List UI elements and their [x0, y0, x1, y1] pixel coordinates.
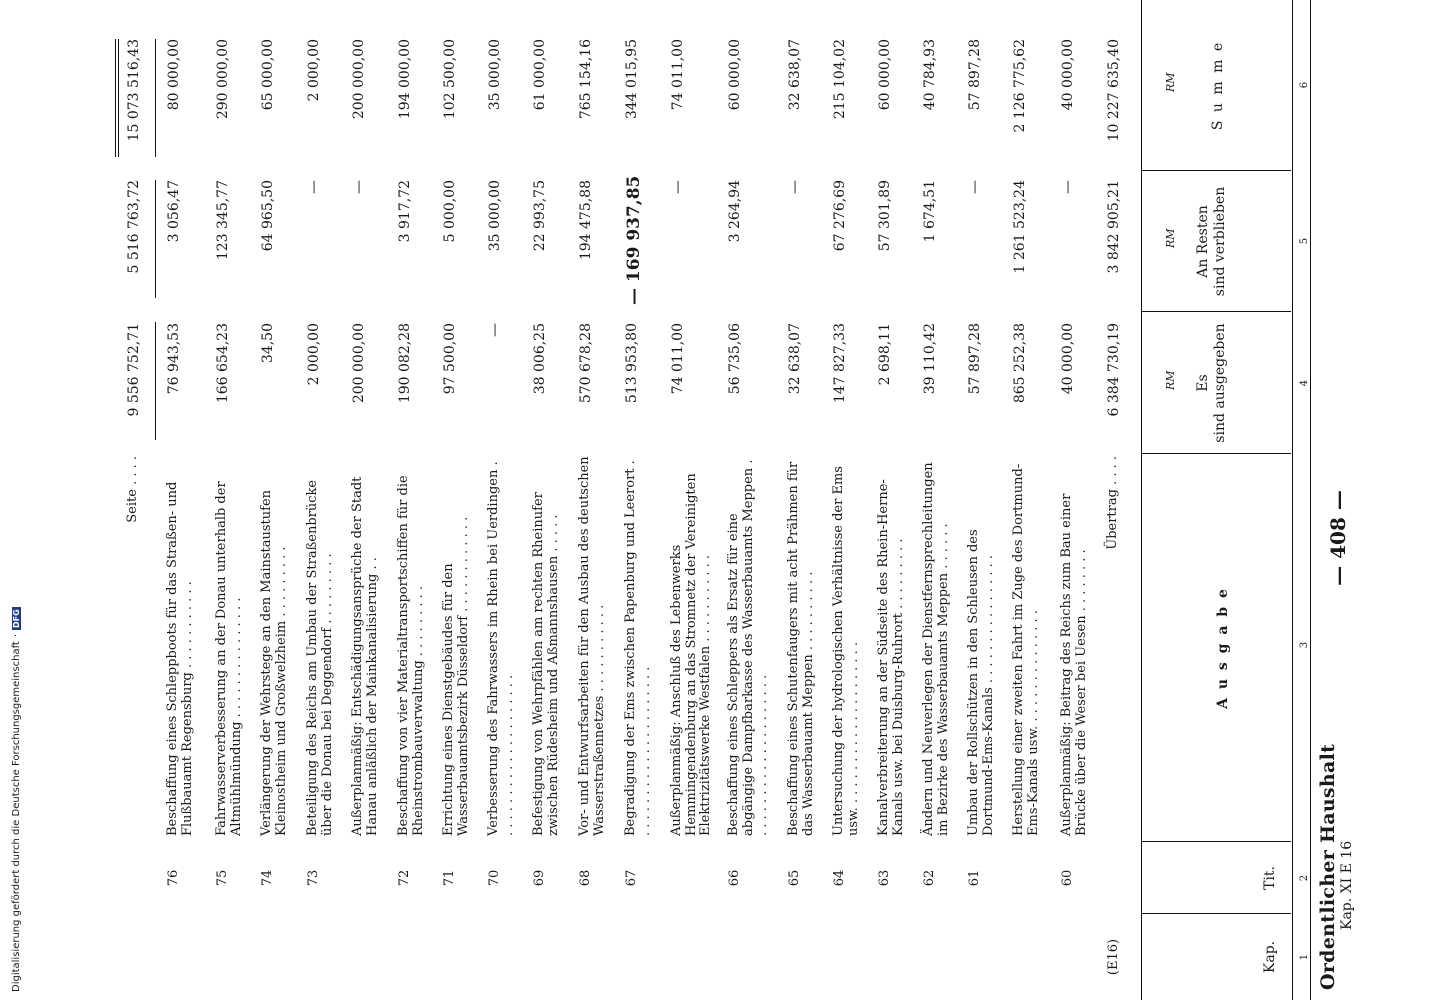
- row-tit: 70: [487, 869, 502, 887]
- row-desc: Außerplanmäßig: Anschluß des Lebenwerks Hemmingendenburg an das Stromnetz der Vereinigten Elektrizitätswerke Westfalen . . . . . . . . . . .: [669, 473, 713, 836]
- colnum-6: 6: [1299, 81, 1310, 89]
- header-kap: Kap.: [1262, 940, 1278, 974]
- row-c5: —: [670, 180, 686, 194]
- row-c4: 39 110,42: [922, 323, 938, 395]
- row-c4: 865 252,38: [1012, 323, 1028, 404]
- row-kap: (E16): [1106, 938, 1121, 976]
- unit-c6: RM: [1164, 72, 1177, 92]
- row-desc: Seite . . . .: [125, 456, 140, 523]
- row-desc: Begradigung der Ems zwischen Papenburg und Leerort . . . . . . . . . . . . . . . . . . . . . .: [623, 460, 653, 836]
- row-c4: 40 000,00: [1060, 323, 1076, 395]
- row-c5: 57 301,89: [877, 180, 893, 252]
- page-number: — 408 —: [1326, 490, 1350, 586]
- row-desc: Umbau der Rollschützen in den Schleusen des Dortmund-Ems-Kanals . . . . . . . . . . . . . . . .: [966, 529, 996, 836]
- row-c4: 513 953,80: [624, 323, 640, 404]
- row-desc: Außerplanmäßig: Beitrag des Reichs zum Bau einer Brücke über die Weser bei Uesen . . . . . . . .: [1059, 493, 1089, 836]
- row-c4: 9 556 752,71: [126, 323, 142, 417]
- row-c4: 166 654,23: [215, 323, 231, 404]
- row-c5: —: [306, 180, 322, 194]
- row-c5: 3 917,72: [397, 180, 413, 243]
- sum-rule: [155, 39, 156, 157]
- row-tit: 66: [727, 869, 742, 887]
- row-desc: Vor- und Entwurfsarbeiten für den Ausbau des deutschen Wasserstraßennetzes . . . . . . . . . . .: [577, 456, 607, 836]
- row-c5: 5 516 763,72: [126, 180, 142, 274]
- row-c6: 200 000,00: [351, 39, 367, 120]
- row-tit: 60: [1060, 869, 1075, 887]
- row-c6: 74 011,00: [670, 39, 686, 111]
- row-c4: 57 897,28: [967, 323, 983, 395]
- row-c5: 1 261 523,24: [1012, 180, 1028, 274]
- row-desc: Kanalverbreiterung an der Südseite des Rhein-Herne-Kanals usw. bei Duisburg-Ruhrort . . . . . . . . .: [876, 479, 906, 836]
- row-tit: 64: [832, 869, 847, 887]
- row-c6: 2 126 775,62: [1012, 39, 1028, 133]
- row-desc: Verlängerung der Wehrstege an den Mainstaustufen Kleinostheim und Großwelzheim . . . . . . . . .: [259, 489, 289, 836]
- header-bottom-rule: [1141, 0, 1142, 1000]
- row-c6: 40 784,93: [922, 39, 938, 111]
- row-c5: —: [787, 180, 803, 194]
- header-c4: Es sind ausgegeben: [1195, 323, 1228, 443]
- row-desc: Ändern und Neuverlegen der Dienstfernsprechleitungen im Bezirke des Wasserbauamts Meppen . . . . . .: [921, 462, 951, 836]
- sum-rule: [155, 180, 156, 298]
- row-tit: 69: [532, 869, 547, 887]
- row-tit: 61: [967, 869, 982, 887]
- row-tit: 73: [306, 869, 321, 887]
- colnum-1: 1: [1299, 953, 1310, 961]
- row-desc: Außerplanmäßig: Entschädigungsansprüche der Stadt Hanau anläßlich der Mainkanalisierung . .: [350, 476, 380, 836]
- row-c6: 215 104,02: [832, 39, 848, 120]
- row-desc: Übertrag . . . .: [1105, 456, 1120, 550]
- row-tit: 63: [877, 869, 892, 887]
- row-c4: 147 827,33: [832, 323, 848, 404]
- row-desc: Errichtung eines Dienstgebäudes für den Wasserbauamtsbezirk Düsseldorf . . . . . . . . . . . .: [441, 516, 471, 836]
- row-c6: 60 000,00: [877, 39, 893, 111]
- row-desc: Beteiligung des Reichs am Umbau der Straßenbrücke über die Donau bei Deggendorf . . . . . . . . .: [305, 479, 335, 836]
- row-c4: 34,50: [260, 323, 276, 364]
- row-c4: 190 082,28: [397, 323, 413, 404]
- funding-note-text: Digitalisierung gefördert durch die Deutsche Forschungsgemeinschaft: [10, 641, 22, 992]
- row-c5: 64 965,50: [260, 180, 276, 252]
- row-c6: 40 000,00: [1060, 39, 1076, 111]
- double-rule: [118, 39, 119, 157]
- row-tit: 75: [215, 869, 230, 887]
- row-c4: 74 011,00: [670, 323, 686, 395]
- colnum-3: 3: [1299, 641, 1310, 649]
- row-c5: 1 674,51: [922, 180, 938, 243]
- row-c6: 765 154,16: [578, 39, 594, 120]
- row-c4: 38 006,25: [532, 323, 548, 395]
- colnum-5: 5: [1299, 237, 1310, 245]
- row-c4: 2 698,11: [877, 323, 893, 386]
- sum-rule: [155, 322, 156, 440]
- double-rule: [115, 39, 116, 157]
- colnum-4: 4: [1299, 379, 1310, 387]
- row-c6: 57 897,28: [967, 39, 983, 111]
- row-c5: —: [351, 180, 367, 194]
- row-c5: 5 000,00: [442, 180, 458, 243]
- document-title: Ordentlicher Haushalt: [1317, 743, 1339, 990]
- row-c5: 3 842 905,21: [1106, 180, 1122, 274]
- row-desc: Beschaffung von vier Materialtransportschiffen für die Rheinstrombauverwaltung . . . . . . . . .: [396, 475, 426, 836]
- row-desc: Befestigung von Wehrpfählen am rechten Rheinufer zwischen Rüdesheim und Aßmannshausen . . . . .: [531, 492, 561, 836]
- row-c5: 3 264,94: [727, 180, 743, 243]
- table-top-rule: [1310, 0, 1311, 1000]
- row-c5: — 169 937,85: [624, 175, 644, 305]
- unit-c4: RM: [1164, 370, 1177, 390]
- row-desc: Beschaffung eines Schleppboots für das Straßen- und Flußbauamt Regensburg . . . . . . . . . . .: [165, 481, 195, 836]
- row-c6: 60 000,00: [727, 39, 743, 111]
- colnum-rule: [1292, 0, 1293, 1000]
- row-c6: 10 227 635,40: [1106, 39, 1122, 142]
- row-c5: 35 000,00: [487, 180, 503, 252]
- dfg-logo: DFG: [11, 609, 21, 628]
- row-c5: —: [1060, 180, 1076, 194]
- row-desc: Untersuchung der hydrologischen Verhältnisse der Ems usw. . . . . . . . . . . . . . . . . . . . .: [831, 466, 861, 836]
- row-c5: —: [967, 180, 983, 194]
- row-c4: 570 678,28: [578, 323, 594, 404]
- row-desc: Beschaffung eines Schleppers als Ersatz für eine abgängige Dampfbarkasse des Wasserbauamts Meppen . . . . . . . . . . . . . . . . . . . . .: [726, 459, 770, 836]
- funding-note: Digitalisierung gefördert durch die Deutsche Forschungsgemeinschaft · DFG: [10, 609, 22, 992]
- row-c4: 56 735,06: [727, 323, 743, 395]
- unit-c5: RM: [1164, 228, 1177, 248]
- row-desc: Fahrwasserverbesserung an der Donau unterhalb der Altmühlmündung . . . . . . . . . . . . . . .: [214, 481, 244, 836]
- row-c6: 65 000,00: [260, 39, 276, 111]
- row-desc: Herstellung einer zweiten Fahrt im Zuge des Dortmund-Ems-Kanals usw. . . . . . . . . . . . . . .: [1011, 463, 1041, 836]
- header-c5: An Resten sind verblieben: [1195, 186, 1228, 297]
- row-c4: 76 943,53: [166, 323, 182, 395]
- row-c6: 2 000,00: [306, 39, 322, 102]
- row-tit: 71: [442, 869, 457, 887]
- header-tit: Tit.: [1262, 866, 1278, 890]
- row-c6: 35 000,00: [487, 39, 503, 111]
- row-c5: 67 276,69: [832, 180, 848, 252]
- row-c4: 32 638,07: [787, 323, 803, 395]
- row-tit: 72: [397, 869, 412, 887]
- row-c6: 61 000,00: [532, 39, 548, 111]
- row-c4: —: [487, 323, 503, 337]
- row-desc: Verbesserung des Fahrwassers im Rhein bei Uerdingen . . . . . . . . . . . . . . . . . . . . .: [486, 461, 516, 836]
- row-c5: 194 475,88: [578, 180, 594, 261]
- row-c6: 32 638,07: [787, 39, 803, 111]
- row-c6: 102 500,00: [442, 39, 458, 120]
- row-tit: 65: [787, 869, 802, 887]
- row-c6: 80 000,00: [166, 39, 182, 111]
- header-ausgabe: A u s g a b e: [1215, 587, 1231, 709]
- header-c6: S u m m e: [1210, 40, 1226, 131]
- row-desc: Beschaffung eines Schutenfaugers mit acht Prähmen für das Wasserbauamt Meppen . . . . . . . . . .: [786, 461, 816, 836]
- row-c6: 290 000,00: [215, 39, 231, 120]
- row-tit: 62: [922, 869, 937, 887]
- row-tit: 76: [166, 869, 181, 887]
- row-c4: 2 000,00: [306, 323, 322, 386]
- row-c5: 3 056,47: [166, 180, 182, 243]
- row-tit: 68: [578, 869, 593, 887]
- chapter-label: Kap. XI E 16: [1339, 840, 1355, 930]
- row-c4: 200 000,00: [351, 323, 367, 404]
- row-c5: 123 345,77: [215, 180, 231, 261]
- row-c6: 194 000,00: [397, 39, 413, 120]
- row-c4: 6 384 730,19: [1106, 323, 1122, 417]
- row-tit: 67: [624, 869, 639, 887]
- row-c6: 15 073 516,43: [126, 39, 142, 142]
- row-c4: 97 500,00: [442, 323, 458, 395]
- row-tit: 74: [260, 869, 275, 887]
- row-c5: 22 993,75: [532, 180, 548, 252]
- row-c6: 344 015,95: [624, 39, 640, 120]
- colnum-2: 2: [1299, 874, 1310, 882]
